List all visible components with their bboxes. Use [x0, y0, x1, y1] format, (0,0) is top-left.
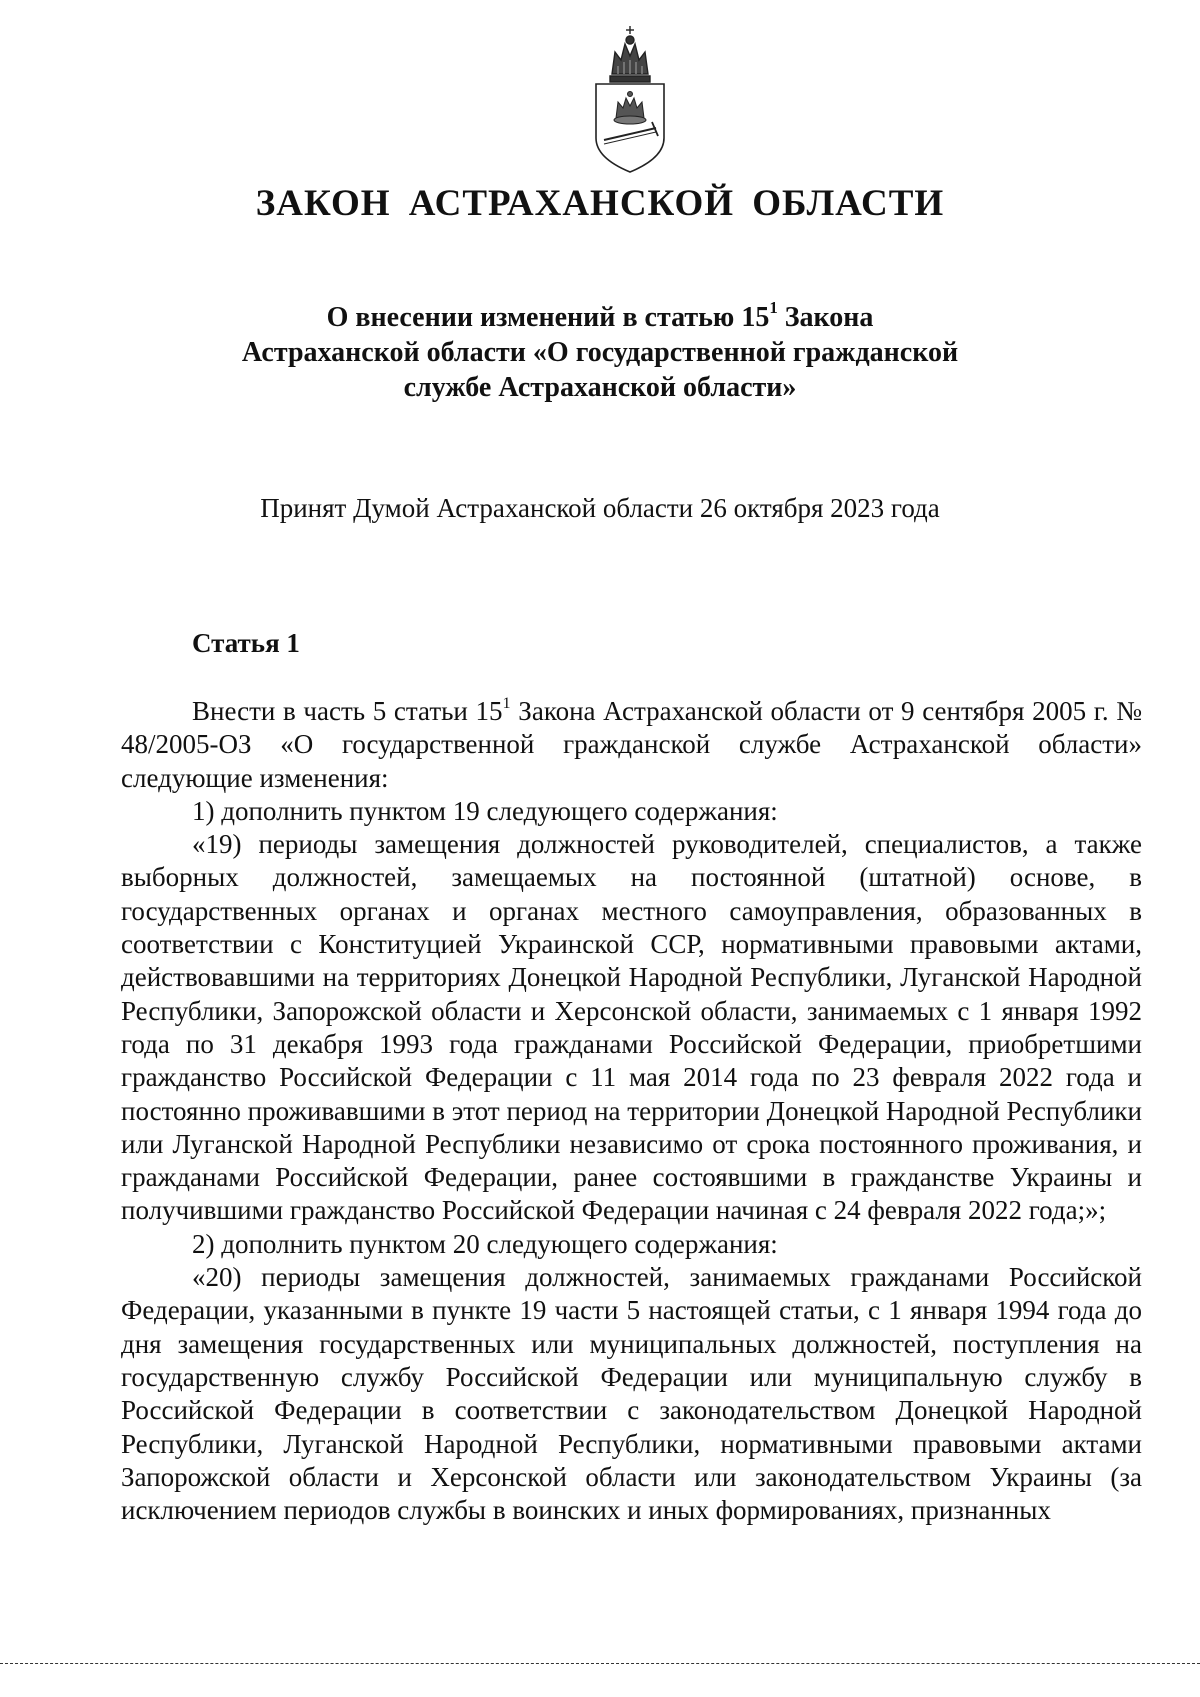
item-1-text: «19) периоды замещения должностей руководителей, специалистов, а также выборных должностей, замещаемых на постоянной (штатной) основе, в государственных органах и органах местного самоуправления, образованных в соответствии с Конституцией Украинской ССР, нормативными правовыми актами, действовавшими на территориях Донецкой Народной Республики, Луганской Народной Республики, Запорожской области и Херсонской области, занимаемых с 1 января 1992 года по 31 декабря 1993 года гражданами Российской Федерации, приобретшими гражданство Российской Федерации с 11 мая 2014 года по 23 февраля 2022 года и постоянно проживавшими в этот период на территории Донецкой Народной Республики или Луганской Народной Республики независимо от срока постоянного проживания, и гражданами Российской Федерации, ранее состоявшими в гражданстве Украины и получившими гражданство Российской Федерации начиная с 24 февраля 2022 года;»; — [121, 829, 1142, 1226]
intro-text-part1: Внести в часть 5 статьи 15 — [192, 696, 503, 726]
subtitle-text-part1: О внесении изменений в статью 15 — [326, 302, 770, 333]
subtitle-line-3: службе Астраханской области» — [403, 372, 797, 403]
adoption-line: Принят Думой Астраханской области 26 октября 2023 года — [260, 493, 940, 523]
article-body — [121, 695, 1142, 1527]
intro-text-part2: Закона Астраханской области от 9 сентября 2005 г. № 48/2005-ОЗ «О государственной гражданской службе Астраханской области» следующие изменения: — [121, 696, 1142, 793]
intro-superscript: 1 — [502, 693, 511, 712]
intro-paragraph — [121, 695, 1142, 795]
subtitle-text-part2: Закона — [777, 302, 874, 333]
item-1-intro: 1) дополнить пунктом 19 следующего содержания: — [192, 795, 778, 826]
item-2-text: «20) периоды замещения должностей, занимаемых гражданами Российской Федерации, указанными в пункте 19 части 5 настоящей статьи, с 1 января 1994 года до дня замещения государственных или муниципальных должностей, поступления на государственную службу Российской Федерации или муниципальную службу в Российской Федерации в соответствии с законодательством Донецкой Народной Республики, Луганской Народной Республики, нормативными правовыми актами Запорожской области и Херсонской области или законодательством Украины (за исключением периодов службы в воинских и иных формированиях, признанных — [121, 1262, 1142, 1526]
article-heading: Статья 1 — [192, 628, 300, 658]
subtitle-line-2: Астраханской области «О государственной гражданской — [241, 337, 959, 368]
law-title: ЗАКОН АСТРАХАНСКОЙ ОБЛАСТИ — [255, 183, 945, 224]
astrakhan-coat-of-arms-icon — [582, 22, 678, 176]
page-bottom-divider — [0, 1663, 1200, 1664]
law-subtitle — [200, 300, 1000, 405]
subtitle-superscript: 1 — [769, 298, 778, 318]
item-2-intro: 2) дополнить пунктом 20 следующего содержания: — [192, 1228, 778, 1259]
